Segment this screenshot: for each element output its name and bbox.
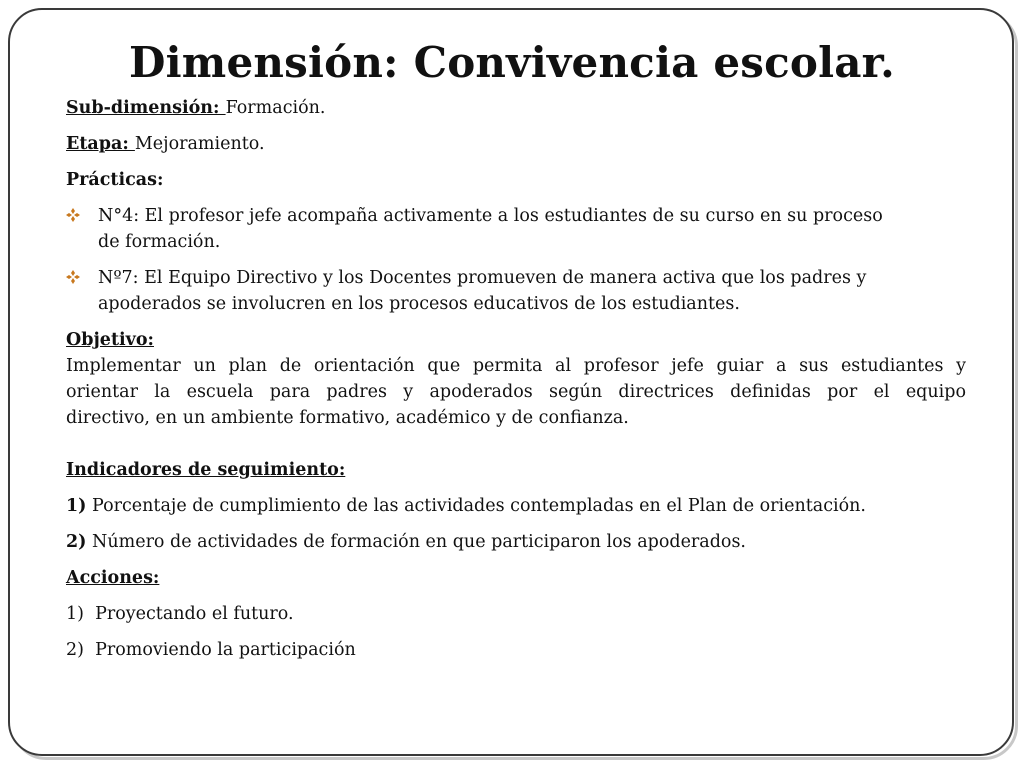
acciones-heading — [66, 565, 966, 591]
practicas-label: Prácticas: — [66, 170, 164, 190]
indicador-item — [66, 493, 966, 519]
etapa-line — [66, 131, 966, 157]
indicador-number: 2) — [66, 532, 87, 552]
indicador-item — [66, 529, 966, 555]
etapa-value: Mejoramiento. — [134, 134, 265, 154]
practica-item — [66, 203, 966, 255]
practica-text-line: Nº7: El Equipo Directivo y los Docentes promueven de manera activa que los padres y — [98, 268, 867, 288]
slide-title: Dimensión: Convivencia escolar. — [129, 38, 895, 87]
objetivo-line: Implementar un plan de orientación que permita al profesor jefe guiar a sus estudiantes y — [66, 356, 966, 376]
indicador-text: Número de actividades de formación en que participaron los apoderados. — [86, 532, 746, 552]
acciones-label: Acciones: — [66, 568, 160, 588]
indicador-text: Porcentaje de cumplimiento de las actividades contempladas en el Plan de orientación. — [86, 496, 866, 516]
subdimension-line — [66, 95, 966, 121]
etapa-label: Etapa: — [66, 134, 135, 154]
indicador-number: 1) — [66, 496, 87, 516]
objetivo-line: directivo, en un ambiente formativo, académico y de confianza. — [66, 408, 629, 428]
indicadores-heading — [66, 457, 966, 483]
objetivo-heading — [66, 327, 966, 353]
practicas-heading — [66, 167, 966, 193]
objetivo-line: orientar la escuela para padres y apoderados según directrices definidas por el equipo — [66, 382, 966, 402]
subdimension-label: Sub-dimensión: — [66, 98, 226, 118]
objetivo-label: Objetivo: — [66, 330, 154, 350]
accion-item: 2) Promoviendo la participación — [66, 640, 356, 660]
diamond-bullet-icon — [66, 270, 80, 284]
slide-body — [66, 95, 966, 673]
accion-item: 1) Proyectando el futuro. — [66, 604, 294, 624]
diamond-bullet-icon — [66, 208, 80, 222]
practica-text-line: de formación. — [98, 232, 221, 252]
subdimension-value: Formación. — [225, 98, 326, 118]
practica-text-line: N°4: El profesor jefe acompaña activamente a los estudiantes de su curso en su proceso — [98, 206, 883, 226]
practica-text-line: apoderados se involucren en los procesos educativos de los estudiantes. — [98, 294, 740, 314]
indicadores-label: Indicadores de seguimiento: — [66, 460, 346, 480]
practica-item — [66, 265, 966, 317]
